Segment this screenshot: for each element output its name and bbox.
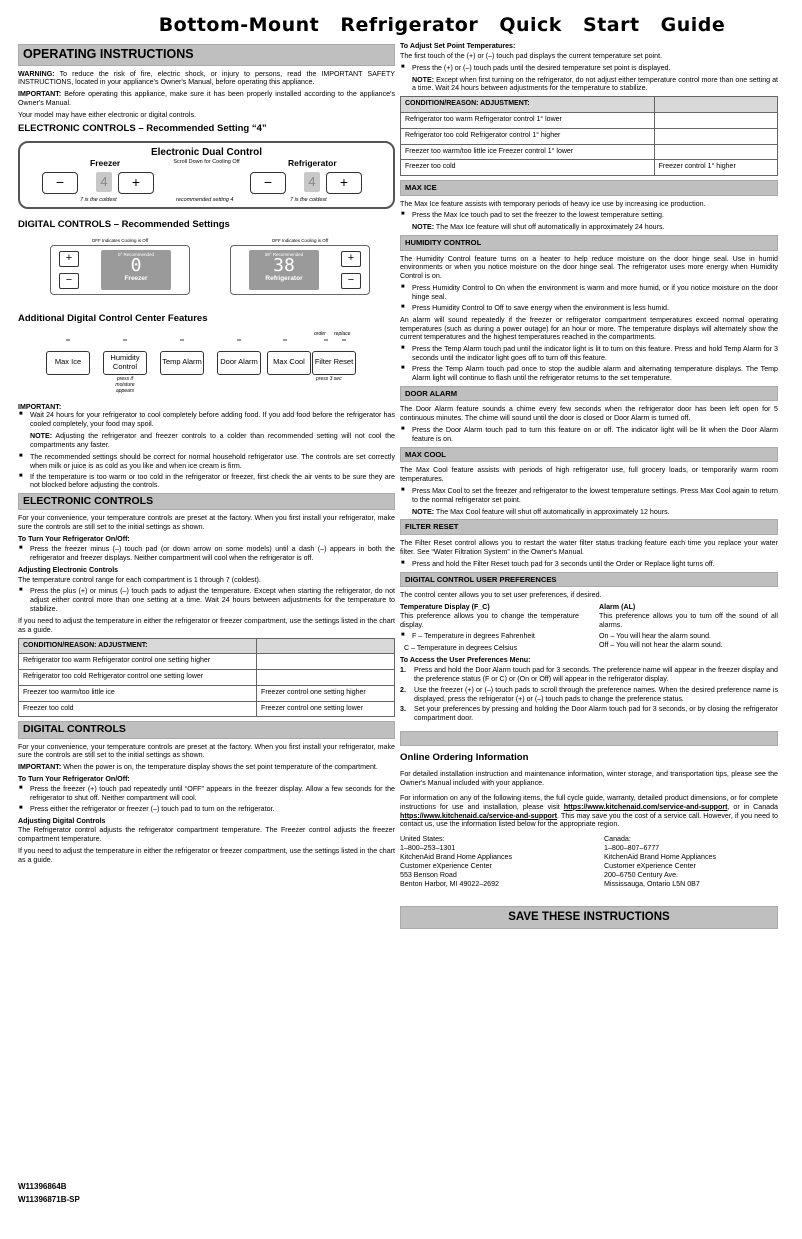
humidity-control-button[interactable]: Humidity Control	[103, 351, 147, 375]
press-3-sec-caption: press 3 sec	[316, 375, 342, 382]
empty-divider-bar	[400, 731, 778, 746]
freezer-minus-button[interactable]: −	[42, 172, 78, 194]
press-if-moisture-caption: press if moisture appears	[115, 375, 135, 395]
ordering-text-1: For detailed installation instruction and maintenance information, winter storage, and transportation tips, please see the Owner's Manual included with your appliance.	[400, 770, 778, 788]
refrigerator-digital-minus-button[interactable]: −	[341, 273, 361, 289]
panel-title: Electronic Dual Control	[150, 146, 263, 158]
alarm-pref: Alarm (AL) This preference allows you to turn off the sound of all alarms. On – You will hear the alarm sound. Off – You will not hear the alarm sound.	[599, 602, 778, 650]
table-row: Freezer too cold Freezer control one setting lower	[19, 701, 395, 717]
door-alarm-button[interactable]: Door Alarm	[217, 351, 261, 375]
important-list-2	[18, 453, 395, 490]
filter-reset-button[interactable]: Filter Reset	[312, 351, 356, 375]
temp-alarm-bullet-1: ■ Press the Temp Alarm touch pad until the indicator light is lit to turn on this feature. Press and hold Temp Alarm for 3 seconds until the indicator light goes off to turn off this feature.	[400, 345, 778, 363]
caption-coldest-right: 7 is the coldest	[290, 196, 327, 203]
humidity-list	[400, 284, 778, 313]
dc-adjust-text: The Refrigerator control adjusts the refrigerator compartment temperature. The Freezer control adjusts the freezer compartment temperature.	[18, 826, 395, 844]
list-item: 3. Set your preferences by pressing and holding the Door Alarm touch pad for 3 seconds, or by closing the refrigerator compartment door.	[400, 705, 778, 723]
caption-recommended: recommended setting 4	[176, 196, 234, 203]
access-steps	[400, 666, 778, 723]
feature-buttons-row	[18, 329, 395, 399]
order-label: order	[314, 330, 326, 337]
max-ice-list	[400, 211, 778, 220]
model-note: Your model may have either electronic or digital controls.	[18, 111, 196, 120]
filter-reset-list	[400, 560, 778, 569]
door-alarm-bar: DOOR ALARM	[400, 386, 778, 401]
table-row: Refrigerator too warm Refrigerator control 1° lower	[401, 113, 778, 129]
part-number-1: W11396864B	[18, 1182, 67, 1191]
dc-important: IMPORTANT: When the power is on, the temperature display shows the set point temperature of the compartment.	[18, 763, 378, 772]
door-alarm-bullet: ■ Press the Door Alarm touch pad to turn this feature on or off. The indicator light will be lit when the Door Alarm feature is on.	[400, 426, 778, 444]
temp-alarm-button[interactable]: Temp Alarm	[160, 351, 204, 375]
us-contact: United States: 1–800–253–1301 KitchenAid Brand Home Appliances Customer eXperience Center 553 Benson Road Benton Harbor, MI 49022–2692	[400, 835, 512, 888]
save-instructions-bar: SAVE THESE INSTRUCTIONS	[400, 906, 778, 928]
table-row: Refrigerator too cold Refrigerator control one setting lower	[19, 670, 395, 686]
max-ice-note: NOTE: The Max Ice feature will shut off automatically in approximately 24 hours.	[412, 223, 665, 232]
table-header: CONDITION/REASON: ADJUSTMENT:	[401, 97, 655, 113]
dc-onoff-heading: To Turn Your Refrigerator On/Off:	[18, 775, 130, 784]
set-point-text: The first touch of the (+) or (–) touch pad displays the current temperature set point.	[400, 51, 663, 60]
user-preferences-bar: DIGITAL CONTROL USER PREFERENCES	[400, 572, 778, 587]
access-preferences-heading: To Access the User Preferences Menu:	[400, 656, 531, 665]
ec-chart-intro: If you need to adjust the temperature in either the refrigerator or freezer compartment, use the settings listed in the chart as a guide.	[18, 617, 395, 634]
max-cool-list	[400, 487, 778, 505]
max-cool-bullet: ■ Press Max Cool to set the freezer and refrigerator to the lowest temperature settings. Press Max Cool again to return to the normal refrigerator set point.	[400, 487, 778, 505]
ec-intro: For your convenience, your temperature controls are preset at the factory. When you first install your refrigerator, make sure the controls are still set to the initial settings as shown.	[18, 514, 395, 532]
door-alarm-text: The Door Alarm feature sounds a chime every few seconds when the refrigerator door has been left open for 5 continuous minutes. The chime will sound until the door is closed or Door Alarm is turned off.	[400, 405, 778, 423]
list-item: 2. Use the freezer (+) or (–) touch pads to scroll through the preference names. When the desired preference name is displayed, press the refrigerator (+) or (–) touch pads to change the preference status.	[400, 685, 778, 703]
max-cool-bar: MAX COOL	[400, 447, 778, 462]
important-bullet-2: ■ The recommended settings should be correct for normal household refrigerator use. The controls are set correctly when milk or juice is as cold as you like and when ice cream is firm.	[18, 453, 395, 471]
panel-subtitle: Scroll Down for Cooling Off	[173, 158, 240, 165]
important-bullet-1: ■ Wait 24 hours for your refrigerator to cool completely before adding food. If you add food before the refrigerator has cooled completely, your food may spoil.	[18, 411, 395, 429]
refrigerator-plus-button[interactable]: +	[326, 172, 362, 194]
ec-onoff-bullet: ■ Press the freezer minus (–) touch pad (or down arrow on some models) until a dash (–) appears in both the refrigerator and freezer displays. Neither compartment will cool when the refrigerator is off.	[18, 545, 395, 563]
important-2-label: IMPORTANT:	[18, 402, 62, 411]
freezer-digital-panel	[50, 237, 190, 295]
electronic-controls-bar: ELECTRONIC CONTROLS	[18, 493, 395, 510]
important-list	[18, 411, 395, 429]
dc-onoff-bullet-1: ■ Press the freezer (+) touch pad repeatedly until “OFF” appears in the freezer display. Allow a few seconds for the refrigerator to shut off. Neither compartment will cool.	[18, 785, 395, 803]
set-point-bullet: ■ Press the (+) or (–) touch pads until the desired temperature set point is displayed.	[400, 64, 778, 73]
filter-reset-bullet: ■ Press and hold the Filter Reset touch pad for 3 seconds until the Order or Replace light turns off.	[400, 560, 778, 569]
features-heading: Additional Digital Control Center Features	[18, 312, 208, 324]
preferences-grid	[400, 603, 778, 653]
table-header: CONDITION/REASON: ADJUSTMENT:	[19, 638, 257, 654]
refrigerator-digital-display: 38° Recommended 38 Refrigerator	[249, 250, 319, 290]
set-point-heading: To Adjust Set Point Temperatures:	[400, 42, 516, 50]
list-item: 1. Press and hold the Door Alarm touch pad for 3 seconds. The preference name will appear in the freezer display and the preference status (F or C) or (On or Off) will appear in the refrigerator display.	[400, 666, 778, 683]
important-note: NOTE: Adjusting the refrigerator and freezer controls to a colder than recommended setting will not cool the compartments any faster.	[30, 432, 395, 449]
digital-controls-bar: DIGITAL CONTROLS	[18, 721, 395, 738]
off-note-freezer: OFF Indicates Cooling is Off	[91, 237, 149, 243]
user-preferences-text: The control center allows you to set user preferences, if desired.	[400, 591, 602, 600]
dc-adjust-heading: Adjusting Digital Controls	[18, 816, 106, 825]
freezer-digital-display: 0° Recommended 0 Freezer	[101, 250, 171, 290]
table-row: Freezer too warm/too little ice Freezer control 1° lower	[401, 144, 778, 160]
filter-reset-bar: FILTER RESET	[400, 519, 778, 534]
refrigerator-digital-plus-button[interactable]: +	[341, 251, 361, 267]
set-point-list	[400, 64, 778, 73]
door-alarm-list	[400, 426, 778, 444]
digital-controls-heading: DIGITAL CONTROLS – Recommended Settings	[18, 218, 230, 230]
max-ice-bullet: ■ Press the Max Ice touch pad to set the freezer to the lowest temperature setting.	[400, 211, 778, 220]
dc-chart-intro: If you need to adjust the temperature in either the refrigerator or freezer compartment, use the settings listed in the chart as a guide.	[18, 847, 395, 865]
caption-coldest-left: 7 is the coldest	[80, 196, 117, 203]
replace-label: replace	[334, 330, 351, 337]
set-point-note: NOTE: Except when first turning on the refrigerator, do not adjust either temperature control more than one setting at a time. Wait 24 hours between adjustments for the temperature to stabilize.	[412, 75, 778, 93]
ordering-text-2: For information on any of the following items, the full cycle guide, warranty, detailed product dimensions, or for complete instructions for use and installation, please visit https://www.kitchenaid.com/service-and-support, or in Canada https://www.kitchenaid.ca/service-and-support. This may save you the cost of a service call. However, if you need to contact us, use the information listed below for the appropriate region.	[400, 793, 778, 829]
table-row: Refrigerator too warm Refrigerator control one setting higher	[19, 654, 395, 670]
max-cool-note: NOTE: The Max Cool feature will shut off automatically in approximately 12 hours.	[412, 507, 670, 516]
max-cool-text: The Max Cool feature assists with periods of high refrigerator use, full grocery loads, or temporarily warm room temperatures.	[400, 466, 778, 484]
off-note-refrigerator: OFF Indicates Cooling is Off	[271, 237, 329, 243]
freezer-digital-minus-button[interactable]: −	[59, 273, 79, 289]
ec-adjust-heading: Adjusting Electronic Controls	[18, 565, 119, 574]
operating-instructions-header: OPERATING INSTRUCTIONS	[18, 44, 395, 66]
humidity-control-bar: HUMIDITY CONTROL	[400, 235, 778, 250]
part-number-2: W11396871B-SP	[18, 1194, 80, 1204]
important-bullet-3: ■ If the temperature is too warm or too cold in the refrigerator or freezer, first check the air vents to be sure they are not blocked before adjusting the controls.	[18, 473, 395, 491]
canada-support-link[interactable]: https://www.kitchenaid.ca/service-and-support	[400, 811, 558, 820]
freezer-display: 4	[96, 172, 112, 192]
humidity-bullet-2: ■ Press Humidity Control to Off to save energy when the environment is less humid.	[400, 304, 778, 313]
max-ice-button[interactable]: Max Ice	[46, 351, 90, 375]
refrigerator-display: 4	[304, 172, 320, 192]
temperature-display-pref: Temperature Display (F_C) This preference allows you to change the temperature display. ■ F – Temperature in degrees Fahrenheit C – Temperature in degrees Celsius	[400, 603, 579, 653]
contact-info	[400, 835, 778, 888]
temp-alarm-text: An alarm will sound repeatedly if the freezer or refrigerator compartment temperatures exceed normal operating temperatures (such as during a power outage) for an hour or more. The temperature displays will alternately show the current temperatures and the highest temperatures reached in the compartments.	[400, 315, 778, 342]
freezer-plus-button[interactable]: +	[118, 172, 154, 194]
table-row: Refrigerator too cold Refrigerator control 1° higher	[401, 128, 778, 144]
electronic-controls-heading: ELECTRONIC CONTROLS – Recommended Setting “4”	[18, 122, 267, 134]
humidity-text: The Humidity Control feature turns on a heater to help reduce moisture on the door hinge seal. Use in humid environments or when you notice moisture on the door hinge seal. The refrigerator uses more energy when Humidity Control is on.	[400, 254, 778, 281]
us-support-link[interactable]: https://www.kitchenaid.com/service-and-support	[563, 802, 728, 811]
dc-onoff-bullet-2: ■ Press either the refrigerator or freezer (–) touch pad to turn on the refrigerator.	[18, 805, 395, 814]
max-ice-text: The Max Ice feature assists with temporary periods of heavy ice use by increasing ice production.	[400, 199, 706, 208]
dc-intro: For your convenience, your temperature controls are preset at the factory. When you first install your refrigerator, make sure the controls are still set to the initial settings as shown.	[18, 742, 395, 760]
max-cool-button[interactable]: Max Cool	[267, 351, 311, 375]
online-ordering-heading: Online Ordering Information	[400, 752, 529, 764]
temp-alarm-list	[400, 345, 778, 382]
digital-control-panels	[18, 237, 395, 305]
freezer-digital-plus-button[interactable]: +	[59, 251, 79, 267]
refrigerator-minus-button[interactable]: −	[250, 172, 286, 194]
filter-reset-text: The Filter Reset control allows you to restart the water filter status tracking feature each time you replace your water filter. See “Water Filtration System” in the Owner's Manual.	[400, 538, 778, 556]
canada-contact: Canada: 1–800–807–6777 KitchenAid Brand Home Appliances Customer eXperience Center 200–6750 Century Ave. Mississauga, Ontario L5N 0B7	[604, 835, 716, 888]
digital-adjustment-table	[400, 96, 778, 176]
page-title: Bottom-Mount Refrigerator Quick Start Guide	[158, 14, 726, 36]
refrigerator-label: Refrigerator	[288, 157, 337, 168]
ec-onoff-heading: To Turn Your Refrigerator On/Off:	[18, 535, 130, 544]
table-row: Freezer too cold Freezer control 1° higher	[401, 160, 778, 176]
max-ice-bar: MAX ICE	[400, 180, 778, 195]
ec-range: The temperature control range for each compartment is 1 through 7 (coldest).	[18, 575, 261, 584]
ec-onoff-list	[18, 545, 395, 563]
freezer-label: Freezer	[90, 157, 121, 168]
right-column	[400, 42, 778, 929]
electronic-control-panel	[18, 141, 395, 209]
ec-adjust-bullet: ■ Press the plus (+) or minus (–) touch pads to adjust the temperature. Except when starting the refrigerator, do not adjust either control more than one setting at a time. Wait 24 hours between adjustments for the temperature to stabilize.	[18, 587, 395, 614]
electronic-adjustment-table	[18, 638, 395, 718]
dc-onoff-list	[18, 785, 395, 814]
left-column	[18, 42, 395, 868]
footer-codes	[18, 1181, 80, 1207]
important-text: IMPORTANT: Before operating this appliance, make sure it has been properly installed according to the appliance's Owner's Manual.	[18, 90, 395, 108]
warning-text: WARNING: To reduce the risk of fire, electric shock, or injury to persons, read the IMPORTANT SAFETY INSTRUCTIONS, located in your appliance's Owner's Manual, before operating this appliance.	[18, 69, 396, 87]
humidity-bullet-1: ■ Press Humidity Control to On when the environment is warm and more humid, or if you notice moisture on the door hinge seal.	[400, 284, 778, 302]
ec-adjust-list	[18, 587, 395, 614]
refrigerator-digital-panel	[230, 237, 370, 295]
table-row: Freezer too warm/too little ice Freezer control one setting higher	[19, 685, 395, 701]
temp-alarm-bullet-2: ■ Press the Temp Alarm touch pad once to stop the audible alarm and alternating temperature displays. The Temp Alarm light will continue to flash until the refrigerator returns to the set temperature.	[400, 365, 778, 383]
